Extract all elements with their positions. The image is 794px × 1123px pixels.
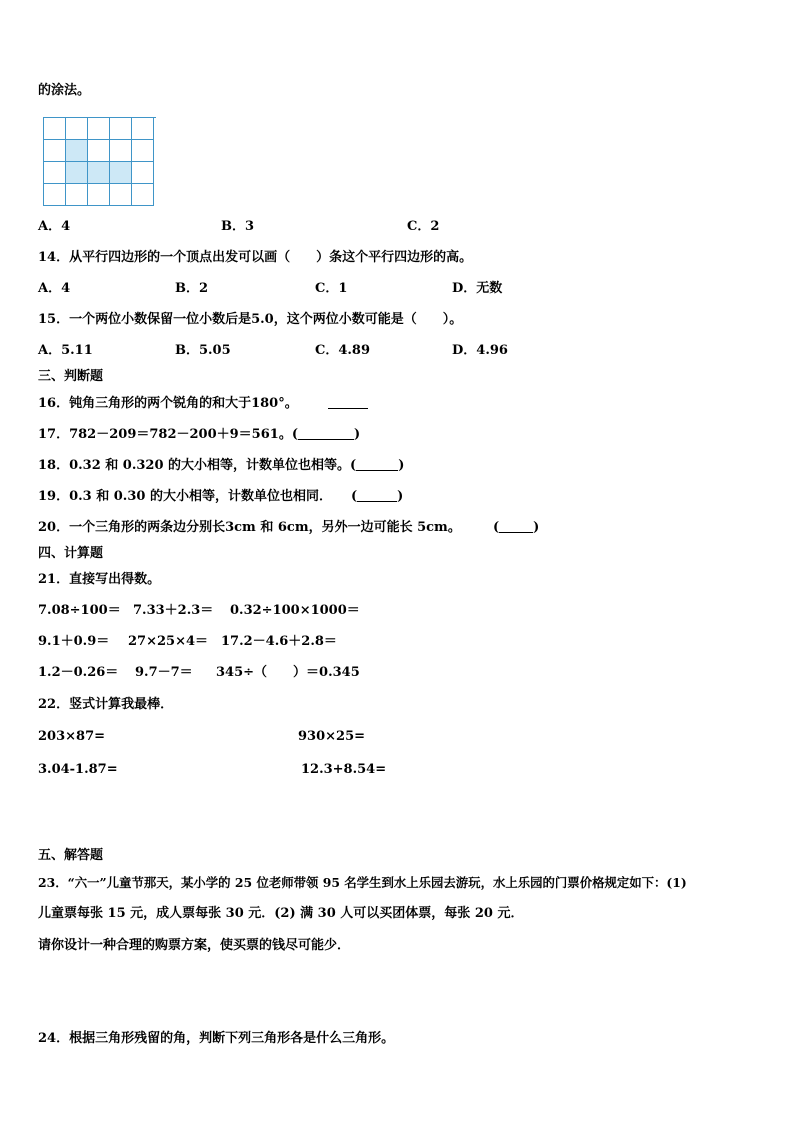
q22-item: 203×87= [38,729,106,744]
grid-cell [88,118,110,140]
q15-option-c[interactable]: C．4.89 [315,343,371,358]
q16-question: 16．钝角三角形的两个锐角的和大于180°。 [38,396,298,411]
q17-close-paren: ) [353,427,361,442]
q21-item: 7.08÷100＝ [38,603,121,618]
q19-row [38,489,438,505]
q21-row-2 [38,634,438,650]
q21-item: 9.7－7＝ [135,665,193,680]
q13-shaded-grid-figure [43,117,156,206]
grid-cell [66,184,88,206]
q22-item: 12.3+8.54= [301,762,387,777]
q21-item: 345÷（ ）＝0.345 [216,665,360,680]
q18-row [38,458,404,474]
q15-question: 15．一个两位小数保留一位小数后是5.0，这个两位小数可能是（ ）。 [38,312,463,327]
grid-cell-shaded [66,162,88,184]
q15-option-d[interactable]: D．4.96 [452,343,508,358]
grid-cell [66,118,88,140]
q13-option-c[interactable]: C．2 [407,219,440,234]
q15-option-b[interactable]: B．5.05 [175,343,231,358]
q23-line-3: 请你设计一种合理的购票方案，使买票的钱尽可能少． [38,938,351,953]
q20-answer-paren: ( ) [493,520,540,535]
q13-option-b[interactable]: B．3 [221,219,255,234]
grid-cell [44,162,66,184]
grid-cell [44,184,66,206]
q16-row [38,396,438,412]
q22-row-2 [38,762,438,778]
section-5-heading: 五、解答题 [38,848,104,863]
q14-option-c[interactable]: C．1 [315,281,348,296]
q21-item: 9.1＋0.9＝ [38,634,110,649]
grid-cell [132,184,154,206]
q14-option-a[interactable]: A．4 [38,281,71,296]
q23-line-2: 儿童票每张 15 元，成人票每张 30 元．(2) 满 30 人可以买团体票，每张 20 元． [38,906,524,921]
q20-question: 20．一个三角形的两条边分别长3cm 和 6cm，另外一边可能长 5cm。 [38,520,461,535]
q21-item: 0.32÷100×1000＝ [230,603,360,618]
section-4-heading: 四、计算题 [38,546,104,561]
q19-answer-paren: ( ) [351,489,404,504]
q13-option-a[interactable]: A．4 [38,219,71,234]
grid-cell [88,184,110,206]
q21-question: 21．直接写出得数。 [38,572,161,587]
section-3-heading: 三、判断题 [38,369,104,384]
q20-row [38,520,558,536]
q21-item: 7.33＋2.3＝ [133,603,214,618]
q18-close-paren: ) [398,458,405,473]
q18-answer-blank[interactable] [356,458,398,471]
grid-cell [132,118,154,140]
q13-text-tail: 的涂法。 [38,83,91,98]
grid-cell-shaded [66,140,88,162]
q17-question: 17．782－209＝782－200＋9＝561。( [38,427,298,442]
q23-line-1: 23．“六一”儿童节那天，某小学的 25 位老师带领 95 名学生到水上乐园去游玩，水上乐园的门票价格规定如下：(1) [38,875,687,890]
q17-answer-blank[interactable] [298,427,354,440]
q22-item: 930×25= [298,729,366,744]
q21-row-3 [38,665,438,681]
grid-cell [132,140,154,162]
q15-options [38,343,738,359]
grid-cell [88,140,110,162]
grid-cell [44,140,66,162]
grid-cell [110,140,132,162]
q20-answer-blank[interactable] [499,520,533,533]
q22-row-1 [38,729,438,745]
q19-question: 19．0.3 和 0.30 的大小相等，计数单位也相同． [38,489,332,504]
q18-question: 18．0.32 和 0.320 的大小相等，计数单位也相等。( [38,458,357,473]
q16-answer-blank[interactable] [328,396,368,409]
q15-option-a[interactable]: A．5.11 [38,343,93,358]
grid-cell-shaded [88,162,110,184]
q14-options [38,281,738,297]
q14-option-d[interactable]: D．无数 [452,281,503,296]
q21-item: 1.2－0.26＝ [38,665,119,680]
q22-question: 22．竖式计算我最棒． [38,697,174,712]
q17-row [38,427,360,443]
grid-cell [110,118,132,140]
grid-cell [110,184,132,206]
q22-item: 3.04-1.87= [38,762,118,777]
grid-cell [132,162,154,184]
q14-option-b[interactable]: B．2 [175,281,209,296]
grid-cell-shaded [110,162,132,184]
q24-question: 24．根据三角形残留的角，判断下列三角形各是什么三角形。 [38,1031,395,1046]
grid-cell [44,118,66,140]
q21-item: 17.2－4.6＋2.8＝ [221,634,337,649]
q21-item: 27×25×4＝ [128,634,209,649]
q14-question: 14．从平行四边形的一个顶点出发可以画（ ）条这个平行四边形的高。 [38,250,473,265]
q19-answer-blank[interactable] [357,489,397,502]
q13-options [38,219,738,235]
q21-row-1 [38,603,438,619]
